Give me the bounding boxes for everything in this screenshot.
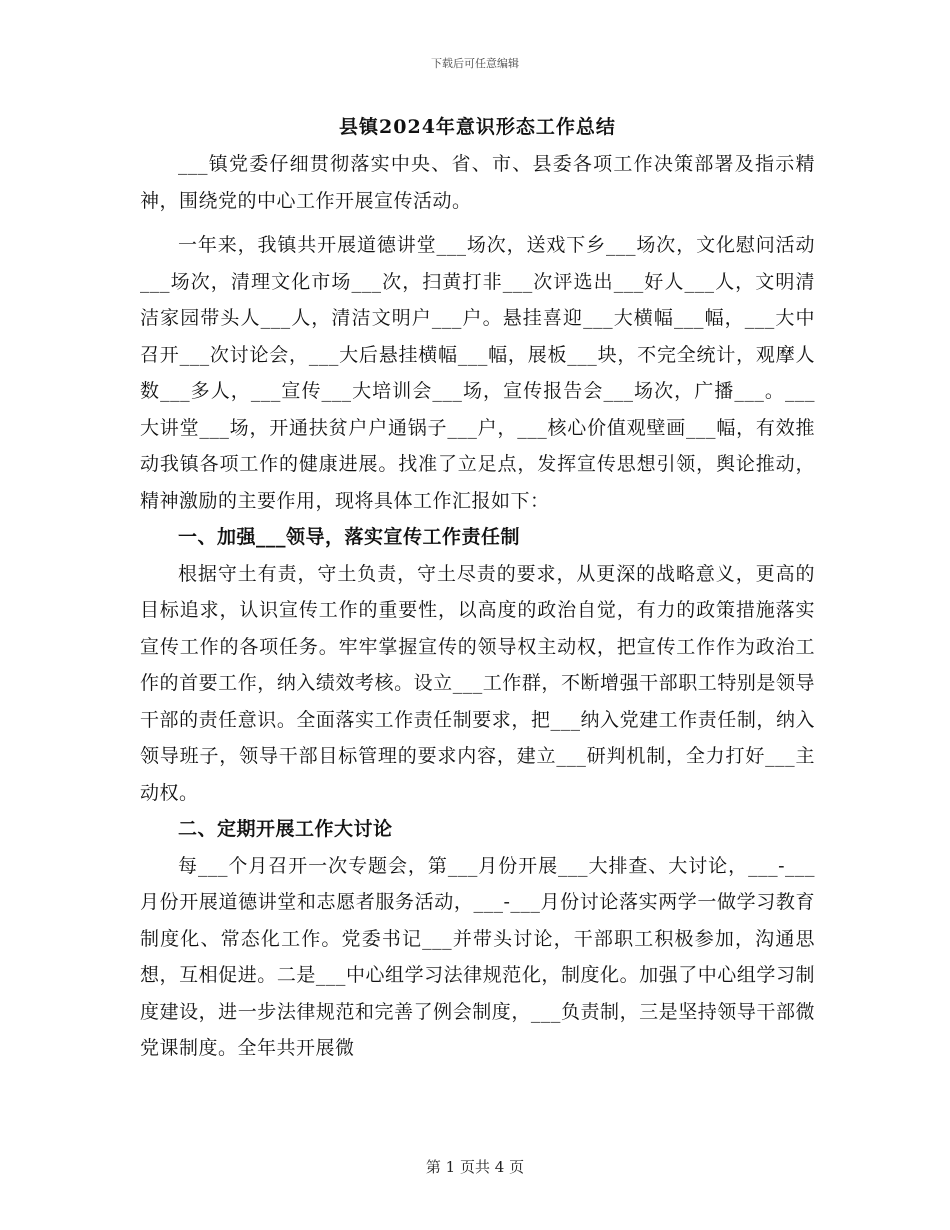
section2-heading: 二、定期开展工作大讨论 <box>178 818 393 840</box>
paragraph-gap <box>140 219 815 227</box>
summary-paragraph: 一年来，我镇共开展道德讲堂___场次，送戏下乡___场次，文化慰问活动___场次，清理文化市场___次，扫黄打非___次评选出___好人___人，文明清洁家园带头人___人，清洁文明户___户。悬挂喜迎___大横幅___幅，___大中召开___次讨论会，___大后悬挂横幅___幅，展板___块，不完全统计，观摩人数___多人，___宣传___大培训会___场，宣传报告会___场次，广播___。___大讲堂___场，开通扶贫户户通锅子___户，___核心价值观壁画___幅，有效推动我镇各项工作的健康进展。找准了立足点，发挥宣传思想引领，舆论推动，精神激励的主要作用，现将具体工作汇报如下： <box>140 234 815 512</box>
header-note: 下载后可任意编辑 <box>431 57 519 70</box>
intro-paragraph: ___镇党委仔细贯彻落实中央、省、市、县委各项工作决策部署及指示精神，围绕党的中心工作开展宣传活动。 <box>140 153 815 212</box>
document-body <box>140 108 815 1067</box>
section1-paragraph: 根据守土有责，守土负责，守土尽责的要求，从更深的战略意义，更高的目标追求，认识宣传工作的重要性，以高度的政治自觉，有力的政策措施落实宣传工作的各项任务。牢牢掌握宣传的领导权主动权，把宣传工作作为政治工作的首要工作，纳入绩效考核。设立___工作群，不断增强干部职工特别是领导干部的责任意识。全面落实工作责任制要求，把___纳入党建工作责任制，纳入领导班子，领导干部目标管理的要求内容，建立___研判机制，全力打好___主动权。 <box>140 562 815 804</box>
section2-paragraph: 每___个月召开一次专题会，第___月份开展___大排查、大讨论，___-___月份开展道德讲堂和志愿者服务活动，___-___月份讨论落实两学一做学习教育制度化、常态化工作。党委书记___并带头讨论，干部职工积极参加，沟通思想，互相促进。二是___中心组学习法律规范化，制度化。加强了中心组学习制度建设，进一步法律规范和完善了例会制度，___负责制，三是坚持领导干部微党课制度。全年共开展微 <box>140 854 815 1059</box>
section1-heading: 一、加强___领导，落实宣传工作责任制 <box>178 526 521 548</box>
page-footer: 第 1 页共 4 页 <box>425 1158 525 1176</box>
document-title: 县镇2024年意识形态工作总结 <box>339 116 616 138</box>
